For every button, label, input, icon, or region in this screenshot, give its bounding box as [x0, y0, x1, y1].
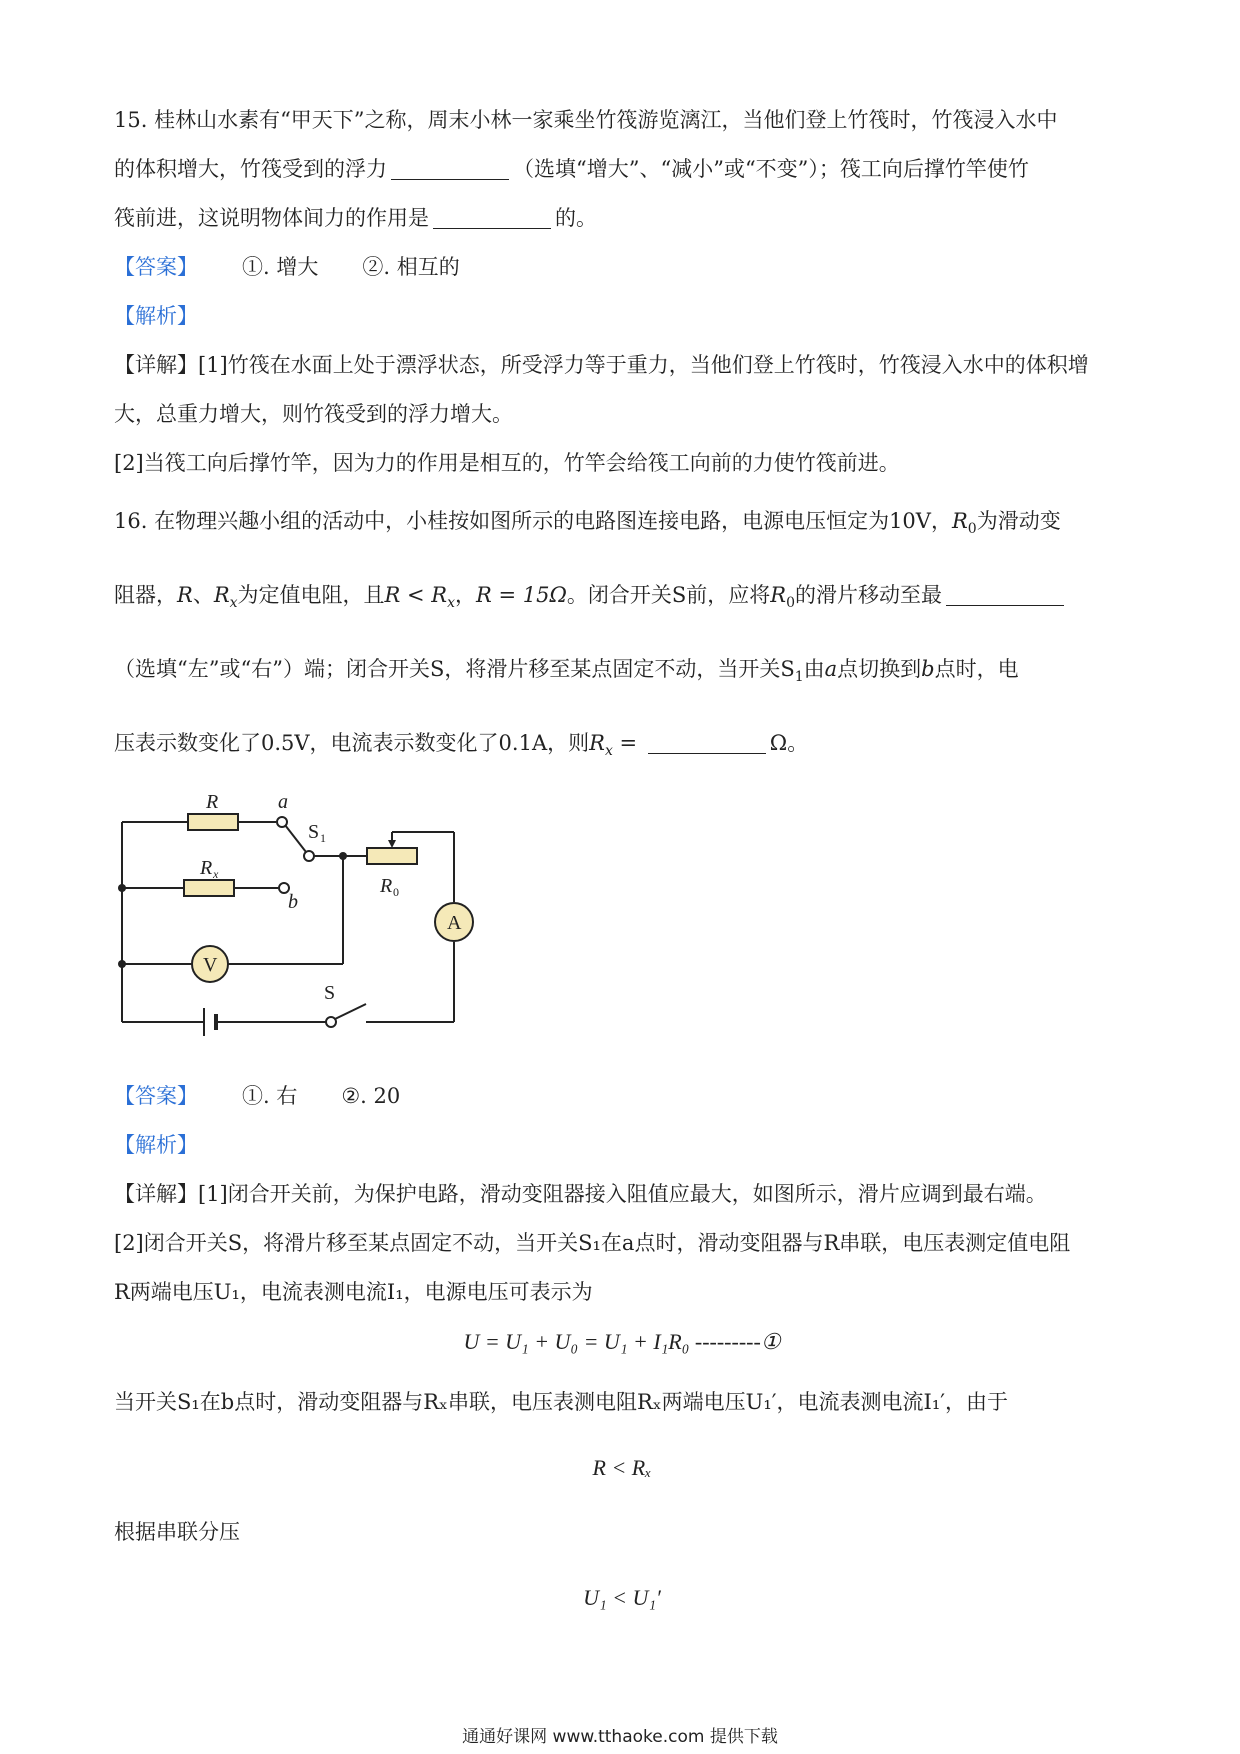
equation-3: U₁ < U₁′ [583, 1585, 661, 1610]
q16-line1: 16. 在物理兴趣小组的活动中，小桂按如图所示的电路图连接电路，电源电压恒定为10V，$R_0$为滑动变 [114, 509, 1061, 537]
circuit-diagram [114, 794, 494, 1064]
answer-blank[interactable] [648, 731, 766, 754]
answer-blank[interactable] [946, 583, 1064, 606]
q16-line3: （选填“左”或“右”）端；闭合开关S，将滑片移至某点固定不动，当开关$S_1$由a点切换到b点时，电 [114, 657, 1019, 685]
q15-line1: 15. 桂林山水素有“甲天下”之称，周末小林一家乘坐竹筏游览漓江，当他们登上竹筏时，竹筏浸入水中 [114, 108, 1058, 132]
q16-stem [114, 488, 1130, 784]
q16-detail3: R两端电压U₁，电流表测电流I₁，电源电压可表示为 [114, 1280, 593, 1304]
q16-analysis-tag: 【解析】 [114, 1133, 198, 1157]
ammeter-label: A [447, 912, 462, 934]
label-s1-sub: 1 [320, 831, 326, 845]
label-b: b [288, 891, 298, 913]
label-r0: R [380, 875, 393, 897]
q15-line2: 的体积增大，竹筏受到的浮力 （选填“增大”、“减小”或“不变”）；筏工向后撑竹竿使竹 [114, 157, 1029, 181]
answer-tag: 【答案】 [114, 255, 198, 279]
equation-2: R < Rₓ [592, 1455, 652, 1480]
equation-1: U = U₁ + U₀ = U₁ + I₁R₀ ---------① [463, 1329, 781, 1354]
q15-detail3: [2]当筏工向后撑竹竿，因为力的作用是相互的，竹竿会给筏工向前的力使竹筏前进。 [114, 451, 900, 475]
label-rx: R [200, 857, 213, 879]
q16-line2: 阻器，R、$R_x$为定值电阻，且$R < R_x$，R = 15Ω。闭合开关S前，应将$R_0$的滑片移动至最 [114, 562, 1130, 636]
label-s: S [324, 982, 336, 1004]
footer-credit: 通通好课网 www.tthaoke.com 提供下载 [462, 1727, 778, 1747]
label-r0-sub: 0 [393, 885, 399, 899]
q15-line3: 筏前进，这说明物体间力的作用是 的。 [114, 206, 597, 230]
answer-blank[interactable] [391, 157, 509, 180]
q16-line4: 压表示数变化了0.5V，电流表示数变化了0.1A，则$R_x = \Omega$。 [114, 731, 809, 759]
q15-analysis-tag: 【解析】 [114, 304, 198, 328]
q16-detail5: 根据串联分压 [114, 1520, 240, 1544]
label-rx-sub: x [213, 867, 219, 881]
q15-answer: 【答案】 ①. 增大 ②. 相互的 [114, 255, 460, 279]
content [114, 96, 1130, 1622]
label-r: R [206, 794, 219, 813]
q16-detail4: 当开关S₁在b点时，滑动变阻器与Rₓ串联，电压表测电阻Rₓ两端电压U₁′，电流表测电流I₁′，由于 [114, 1390, 1009, 1414]
label-a: a [278, 794, 288, 813]
q16-detail1: 【详解】[1]闭合开关前，为保护电路，滑动变阻器接入阻值应最大，如图所示，滑片应调到最右端。 [114, 1182, 1047, 1206]
label-s1: S [308, 821, 320, 843]
voltmeter-label: V [203, 954, 218, 976]
q16-answer: 【答案】 ①. 右 ②. 20 [114, 1084, 401, 1108]
q15-detail2: 大，总重力增大，则竹筏受到的浮力增大。 [114, 402, 513, 426]
answer-blank[interactable] [433, 206, 551, 229]
q16-detail2: [2]闭合开关S，将滑片移至某点固定不动，当开关S₁在a点时，滑动变阻器与R串联，电压表测定值电阻 [114, 1231, 1071, 1255]
q15-detail1: 【详解】[1]竹筏在水面上处于漂浮状态，所受浮力等于重力，当他们登上竹筏时，竹筏浸入水中的体积增 [114, 353, 1089, 377]
